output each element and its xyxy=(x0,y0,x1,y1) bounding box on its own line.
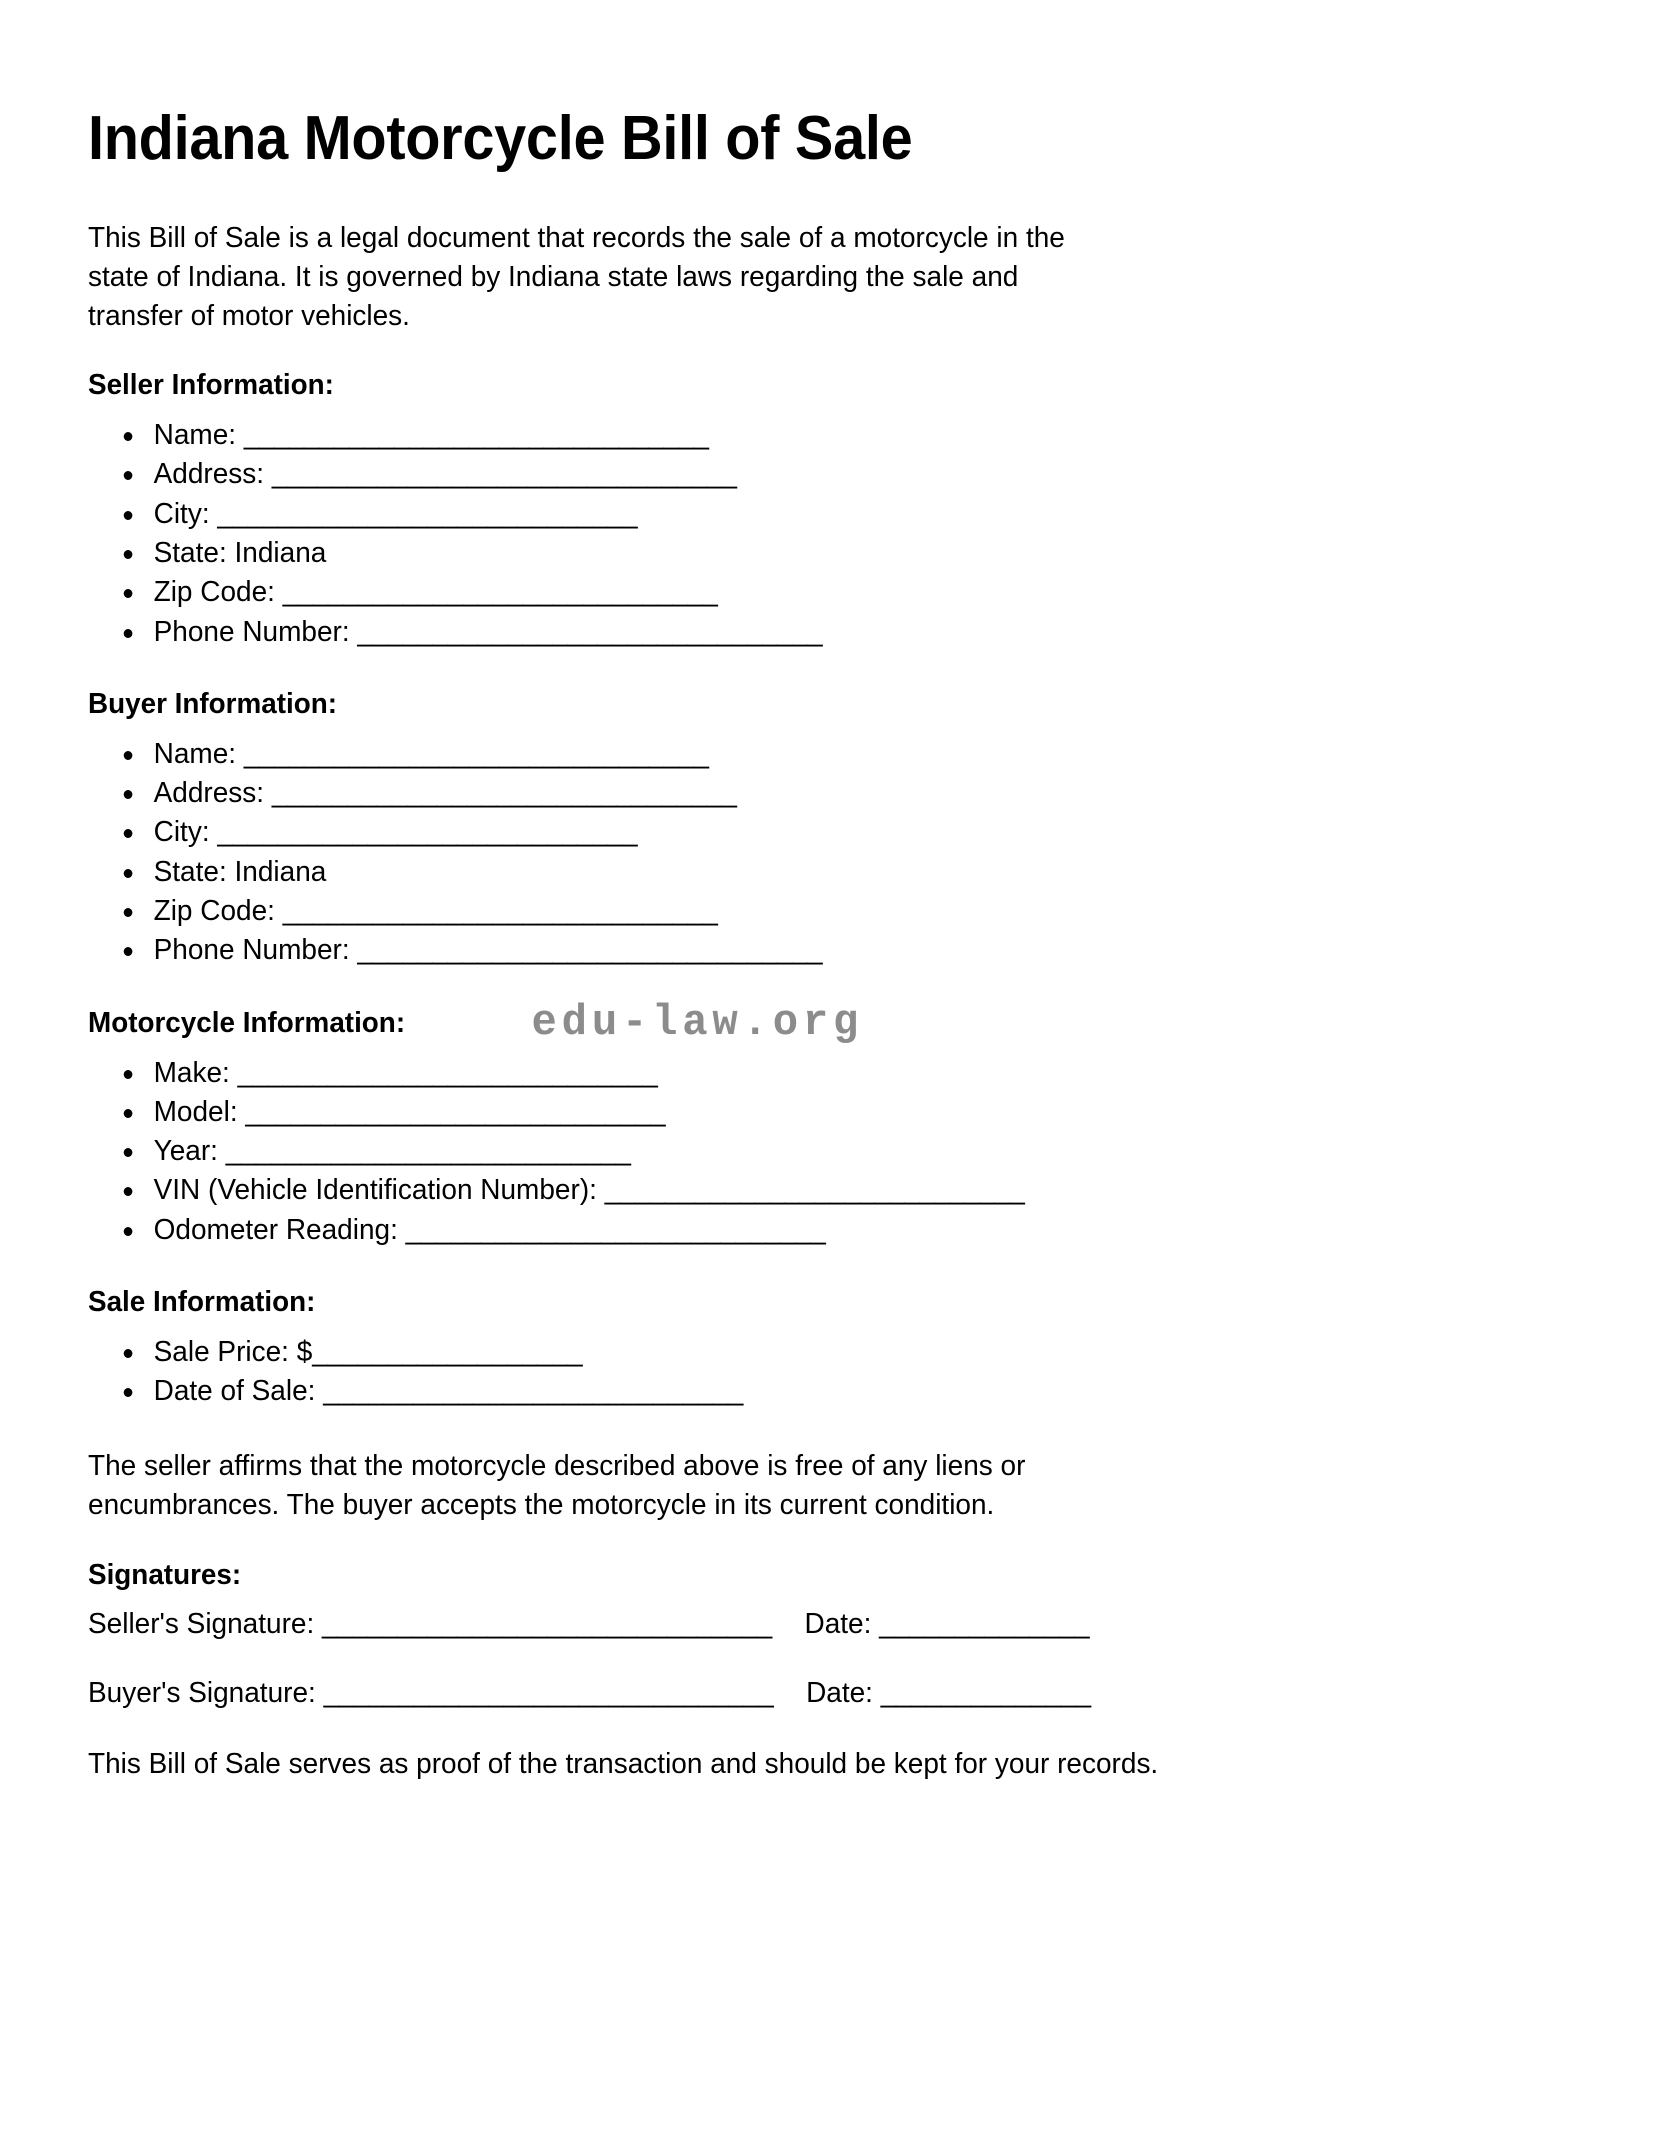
closing-paragraph: This Bill of Sale serves as proof of the transaction and should be kept for your records. xyxy=(88,1747,1159,1780)
field-label: Address: xyxy=(153,458,265,491)
site-watermark: edu-law.org xyxy=(531,997,864,1048)
field-label: Address: xyxy=(153,777,265,810)
intro-paragraph: This Bill of Sale is a legal document that records the sale of a motorcycle in the state of Indiana. It is governed by Indiana state laws regarding the sale and transfer of motor vehicles. xyxy=(88,222,1065,332)
buyer-date-label: Date: xyxy=(806,1677,873,1710)
field-blank[interactable]: ____________________________ xyxy=(237,1056,658,1089)
list-item xyxy=(88,416,1458,455)
bullet-icon xyxy=(124,1227,133,1236)
field-blank[interactable]: _______________________________ xyxy=(271,458,737,491)
signatures-heading: Signatures: xyxy=(88,1558,242,1591)
field-label: Name: xyxy=(153,737,237,770)
field-blank[interactable]: _____________________________ xyxy=(282,576,718,609)
bullet-icon xyxy=(124,1148,133,1157)
seller-date-label: Date: xyxy=(804,1607,872,1640)
bullet-icon xyxy=(124,471,133,480)
seller-signature-blank[interactable]: ______________________________ xyxy=(322,1607,772,1640)
bullet-icon xyxy=(124,1109,133,1118)
field-blank[interactable]: _______________________________ xyxy=(271,777,737,810)
buyer-fields-list xyxy=(88,735,1508,971)
motorcycle-information-heading-text: Motorcycle Information: xyxy=(88,1006,406,1039)
buyer-signature-row xyxy=(88,1675,1458,1713)
bullet-icon xyxy=(124,629,133,638)
bullet-icon xyxy=(124,947,133,956)
field-blank[interactable]: ____________________________ xyxy=(217,816,637,849)
field-value: Indiana xyxy=(234,536,327,569)
field-blank[interactable]: _______________________________ xyxy=(357,934,822,967)
list-item xyxy=(88,1372,1458,1411)
field-blank[interactable]: _______________________________ xyxy=(243,737,709,770)
field-label: City: xyxy=(153,816,210,849)
field-label: Date of Sale: xyxy=(153,1375,316,1408)
list-item xyxy=(88,613,1458,652)
bullet-icon xyxy=(124,1349,133,1358)
list-item xyxy=(88,853,1458,892)
field-label: Make: xyxy=(153,1056,230,1089)
sale-information-heading: Sale Information: xyxy=(88,1285,316,1318)
field-label: Zip Code: xyxy=(153,576,275,609)
field-label: Phone Number: xyxy=(153,615,350,648)
field-blank[interactable]: _____________________________ xyxy=(282,894,718,927)
buyer-information-heading: Buyer Information: xyxy=(88,687,338,720)
field-blank[interactable]: ____________________________ xyxy=(405,1213,826,1246)
field-blank[interactable]: _______________________________ xyxy=(357,615,822,648)
field-label: Zip Code: xyxy=(153,894,275,927)
field-label: State: xyxy=(153,536,227,569)
bullet-icon xyxy=(124,432,133,441)
bullet-icon xyxy=(124,751,133,760)
field-label: State: xyxy=(153,855,227,888)
list-item xyxy=(88,1093,1458,1132)
field-blank[interactable]: ____________________________ xyxy=(245,1095,665,1128)
list-item xyxy=(88,774,1458,813)
list-item xyxy=(88,1132,1458,1171)
field-label: Name: xyxy=(153,419,237,452)
field-label: Sale Price: $ xyxy=(153,1335,313,1368)
bullet-icon xyxy=(124,869,133,878)
field-blank[interactable]: __________________ xyxy=(312,1335,583,1368)
list-item xyxy=(88,573,1458,612)
page-title: Indiana Motorcycle Bill of Sale xyxy=(88,104,913,173)
list-item xyxy=(88,495,1458,534)
list-item xyxy=(88,1211,1458,1250)
list-item xyxy=(88,892,1458,931)
field-blank[interactable]: _______________________________ xyxy=(243,419,709,452)
bullet-icon xyxy=(124,829,133,838)
seller-signature-row xyxy=(88,1606,1458,1644)
field-blank[interactable]: ____________________________ xyxy=(604,1174,1025,1207)
bullet-icon xyxy=(124,511,133,520)
motorcycle-fields-list xyxy=(88,1054,1508,1250)
motorcycle-information-heading xyxy=(88,997,1451,1048)
bullet-icon xyxy=(124,1187,133,1196)
field-label: Phone Number: xyxy=(153,934,350,967)
bullet-icon xyxy=(124,1388,133,1397)
field-blank[interactable]: ___________________________ xyxy=(225,1135,631,1168)
buyer-date-blank[interactable]: ______________ xyxy=(880,1677,1091,1710)
list-item xyxy=(88,931,1458,970)
list-item xyxy=(88,735,1458,774)
seller-fields-list xyxy=(88,416,1508,652)
bullet-icon xyxy=(124,1070,133,1079)
bullet-icon xyxy=(124,550,133,559)
field-label: Year: xyxy=(153,1135,218,1168)
bullet-icon xyxy=(124,790,133,799)
field-label: Model: xyxy=(153,1095,238,1128)
field-label: City: xyxy=(153,497,210,530)
list-item xyxy=(88,1171,1458,1210)
list-item xyxy=(88,455,1458,494)
field-value: Indiana xyxy=(234,855,327,888)
seller-date-blank[interactable]: ______________ xyxy=(879,1607,1089,1640)
field-blank[interactable]: ____________________________ xyxy=(217,497,637,530)
field-label: Odometer Reading: xyxy=(153,1213,398,1246)
list-item xyxy=(88,813,1458,852)
list-item xyxy=(88,1333,1458,1372)
seller-signature-label: Seller's Signature: xyxy=(88,1607,315,1640)
document-content xyxy=(88,104,1508,1784)
field-label: VIN (Vehicle Identification Number): xyxy=(153,1174,597,1207)
list-item xyxy=(88,534,1458,573)
bullet-icon xyxy=(124,908,133,917)
buyer-signature-blank[interactable]: ______________________________ xyxy=(323,1677,774,1710)
sale-fields-list xyxy=(88,1333,1508,1412)
list-item xyxy=(88,1054,1458,1093)
bullet-icon xyxy=(124,589,133,598)
buyer-signature-label: Buyer's Signature: xyxy=(88,1677,316,1710)
affirmation-paragraph: The seller affirms that the motorcycle described above is free of any liens or encumbrances. The buyer accepts the motorcycle in its current condition. xyxy=(88,1450,1026,1522)
field-blank[interactable]: ____________________________ xyxy=(323,1375,743,1408)
seller-information-heading: Seller Information: xyxy=(88,369,334,402)
